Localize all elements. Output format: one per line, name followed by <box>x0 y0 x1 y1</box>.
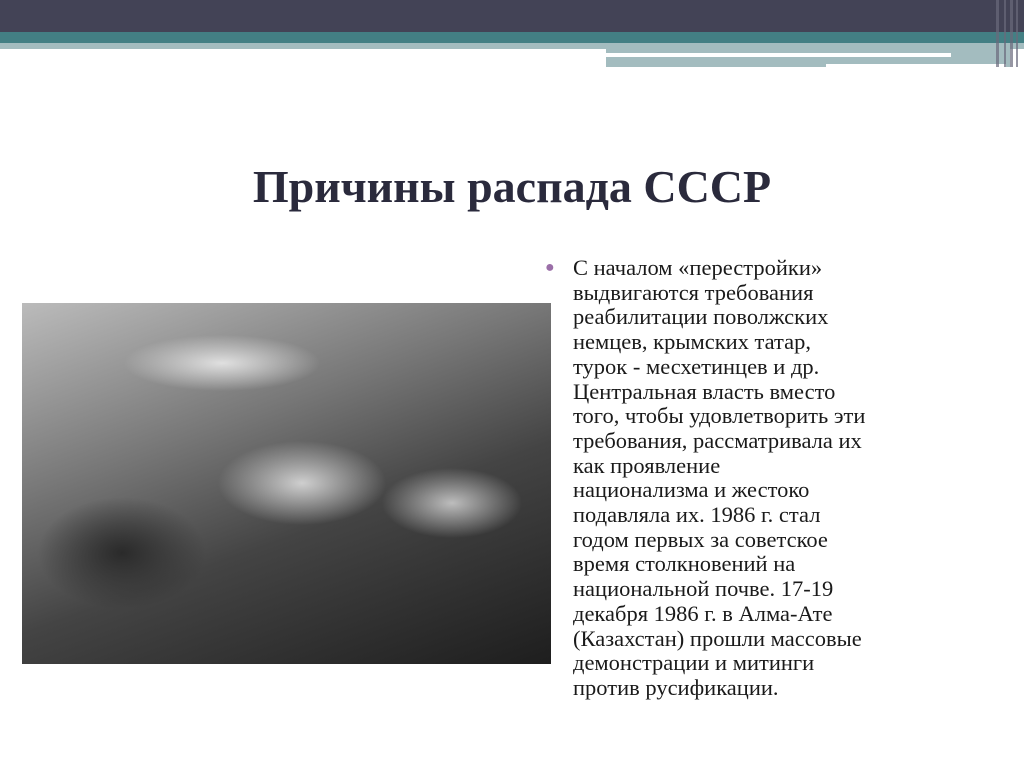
bullet-text-line: национальной почве. 17-19 <box>573 576 834 602</box>
bullet-text-line: время столкновений на <box>573 551 796 577</box>
header-line-white-2 <box>826 64 1006 68</box>
bullet-text-line: того, чтобы удовлетворить эти <box>573 403 866 429</box>
header-bar-dark <box>0 0 1024 32</box>
bullet-text <box>573 256 985 701</box>
bullet-text-line: годом первых за советское <box>573 526 828 552</box>
bullet-text-line: немцев, крымских татар, <box>573 329 812 355</box>
bullet-text-line: выдвигаются требования <box>573 279 814 305</box>
header-line-white <box>606 53 951 57</box>
header-stripe <box>1016 0 1018 67</box>
bullet-text-line: (Казахстан) прошли массовые <box>573 625 862 651</box>
bullet-text-line: Центральная власть вместо <box>573 378 836 404</box>
bullet-text-block <box>545 256 985 701</box>
bullet-icon: ● <box>545 259 555 276</box>
slide-title: Причины распада СССР <box>252 161 772 212</box>
bullet-text-line: демонстрации и митинги <box>573 650 815 676</box>
header-stripe <box>1010 0 1013 67</box>
header-stripe <box>1004 0 1006 67</box>
bullet-text-line: декабря 1986 г. в Алма-Ате <box>573 600 833 626</box>
bullet-text-line: как проявление <box>573 452 721 478</box>
bullet-text-line: подавляла их. 1986 г. стал <box>573 502 821 528</box>
historical-photo <box>22 303 551 664</box>
header-stripe <box>996 0 999 67</box>
bullet-text-line: национализма и жестоко <box>573 477 810 503</box>
bullet-text-line: турок - месхетинцев и др. <box>573 353 820 379</box>
bullet-text-line: требования, рассматривала их <box>573 427 862 453</box>
bullet-text-line: против русификации. <box>573 674 779 700</box>
bullet-text-line: реабилитации поволжских <box>573 304 829 330</box>
bullet-text-line: С началом «перестройки» <box>573 255 823 280</box>
